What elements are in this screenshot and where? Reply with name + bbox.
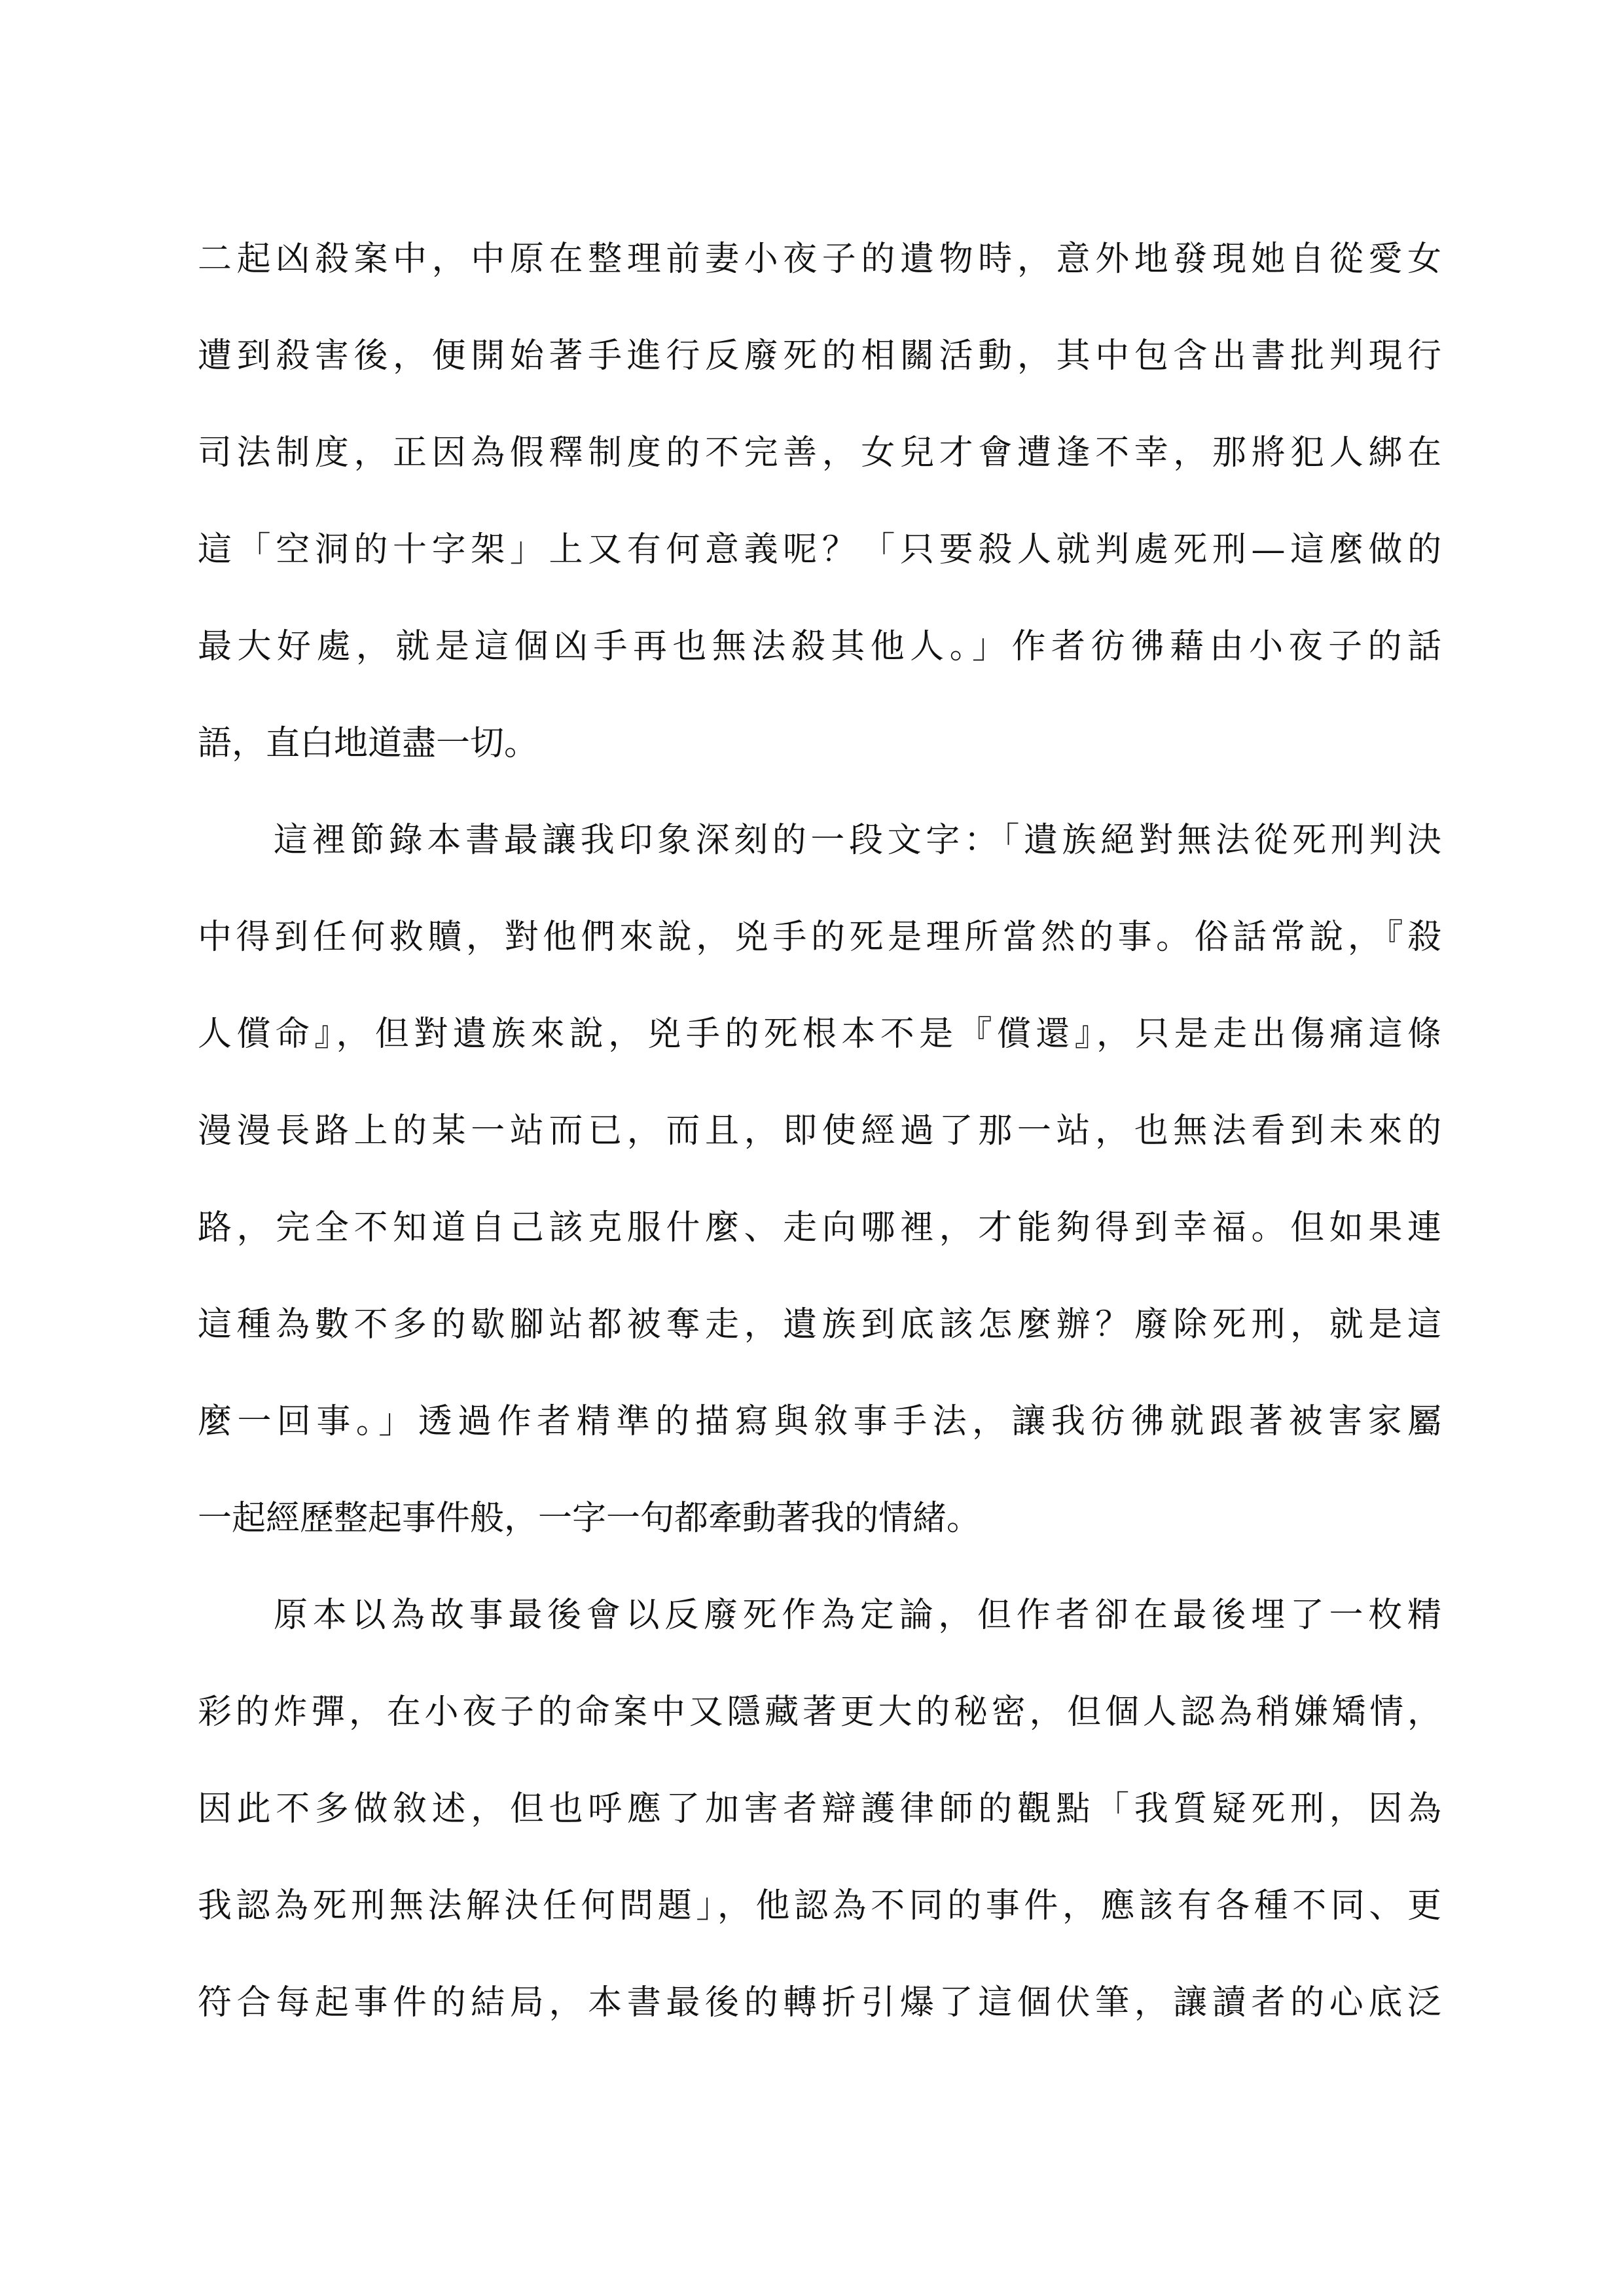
text-line: 麼一回事。」透過作者精準的描寫與敘事手法，讓我彷彿就跟著被害家屬 [198,1402,1441,1441]
text-line: 這裡節錄本書最讓我印象深刻的一段文字：「遺族絕對無法從死刑判決 [274,821,1441,860]
text-line: 司法制度，正因為假釋制度的不完善，女兒才會遭逢不幸，那將犯人綁在 [198,433,1441,473]
text-line: 這「空洞的十字架」上又有何意義呢？「只要殺人就判處死刑—這麼做的 [198,530,1441,569]
text-line: 語，直白地道盡一切。 [198,724,539,763]
text-line: 因此不多做敘述，但也呼應了加害者辯護律師的觀點「我質疑死刑，因為 [198,1789,1441,1829]
text-line: 二起凶殺案中，中原在整理前妻小夜子的遺物時，意外地發現她自從愛女 [198,240,1441,279]
text-line: 人償命』，但對遺族來說，兇手的死根本不是『償還』，只是走出傷痛這條 [198,1014,1441,1054]
text-line: 路，完全不知道自己該克服什麼、走向哪裡，才能夠得到幸福。但如果連 [198,1208,1441,1247]
text-line: 一起經歷整起事件般，一字一句都牽動著我的情緒。 [198,1499,981,1538]
text-line: 遭到殺害後，便開始著手進行反廢死的相關活動，其中包含出書批判現行 [198,336,1441,376]
text-line: 符合每起事件的結局，本書最後的轉折引爆了這個伏筆，讓讀者的心底泛 [198,1983,1441,2022]
text-line: 漫漫長路上的某一站而已，而且，即使經過了那一站，也無法看到未來的 [198,1111,1441,1151]
text-line: 中得到任何救贖，對他們來說，兇手的死是理所當然的事。俗話常說，『殺 [198,918,1441,957]
text-line: 最大好處，就是這個凶手再也無法殺其他人。」作者彷彿藉由小夜子的話 [198,627,1441,666]
text-line: 我認為死刑無法解決任何問題」，他認為不同的事件，應該有各種不同、更 [198,1886,1441,1926]
text-line: 這種為數不多的歇腳站都被奪走，遺族到底該怎麼辦？廢除死刑，就是這 [198,1305,1441,1344]
text-line: 原本以為故事最後會以反廢死作為定論，但作者卻在最後埋了一枚精 [274,1596,1441,1635]
text-line: 彩的炸彈，在小夜子的命案中又隱藏著更大的秘密，但個人認為稍嫌矯情， [198,1693,1441,1732]
body-text [198,211,1441,2051]
